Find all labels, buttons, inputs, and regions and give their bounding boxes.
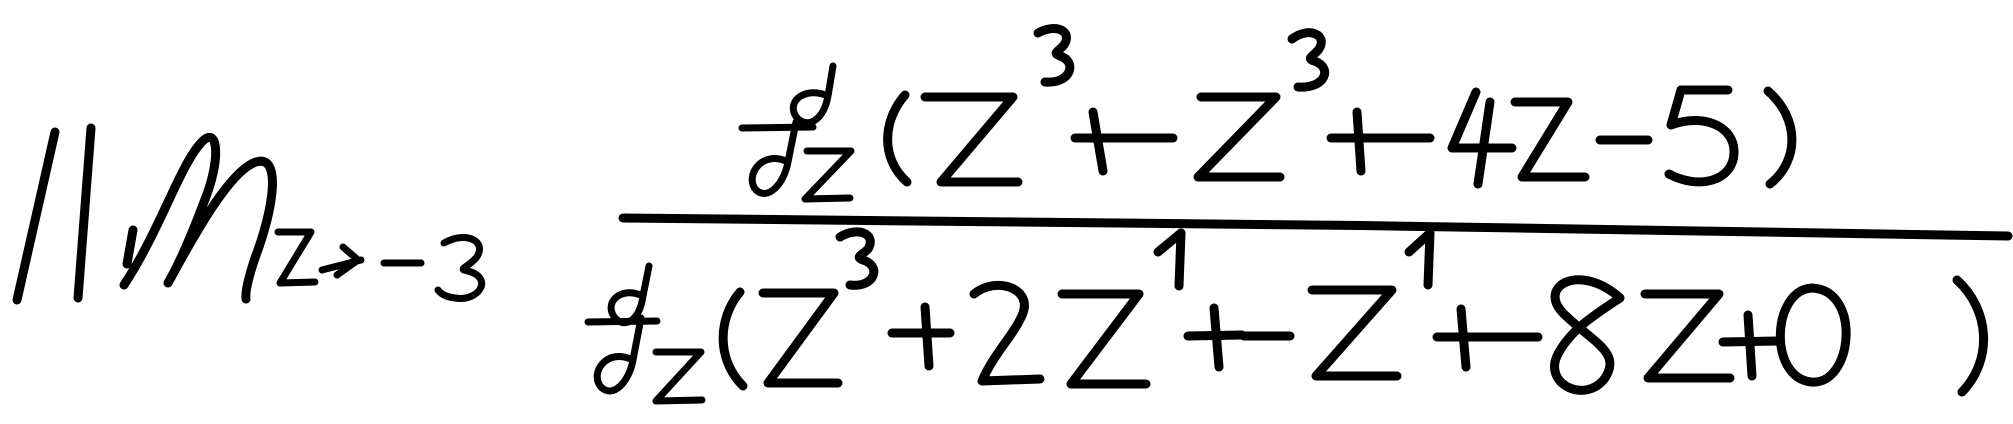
numerator-expression-glyphs <box>888 29 1792 184</box>
limit-subscript-glyphs <box>278 232 482 298</box>
denominator-derivative-operator <box>588 266 702 401</box>
fraction-bar <box>623 218 2008 236</box>
denominator-expression-glyphs <box>723 232 1983 392</box>
lim-glyphs <box>17 128 272 300</box>
numerator-derivative-operator <box>742 66 851 199</box>
